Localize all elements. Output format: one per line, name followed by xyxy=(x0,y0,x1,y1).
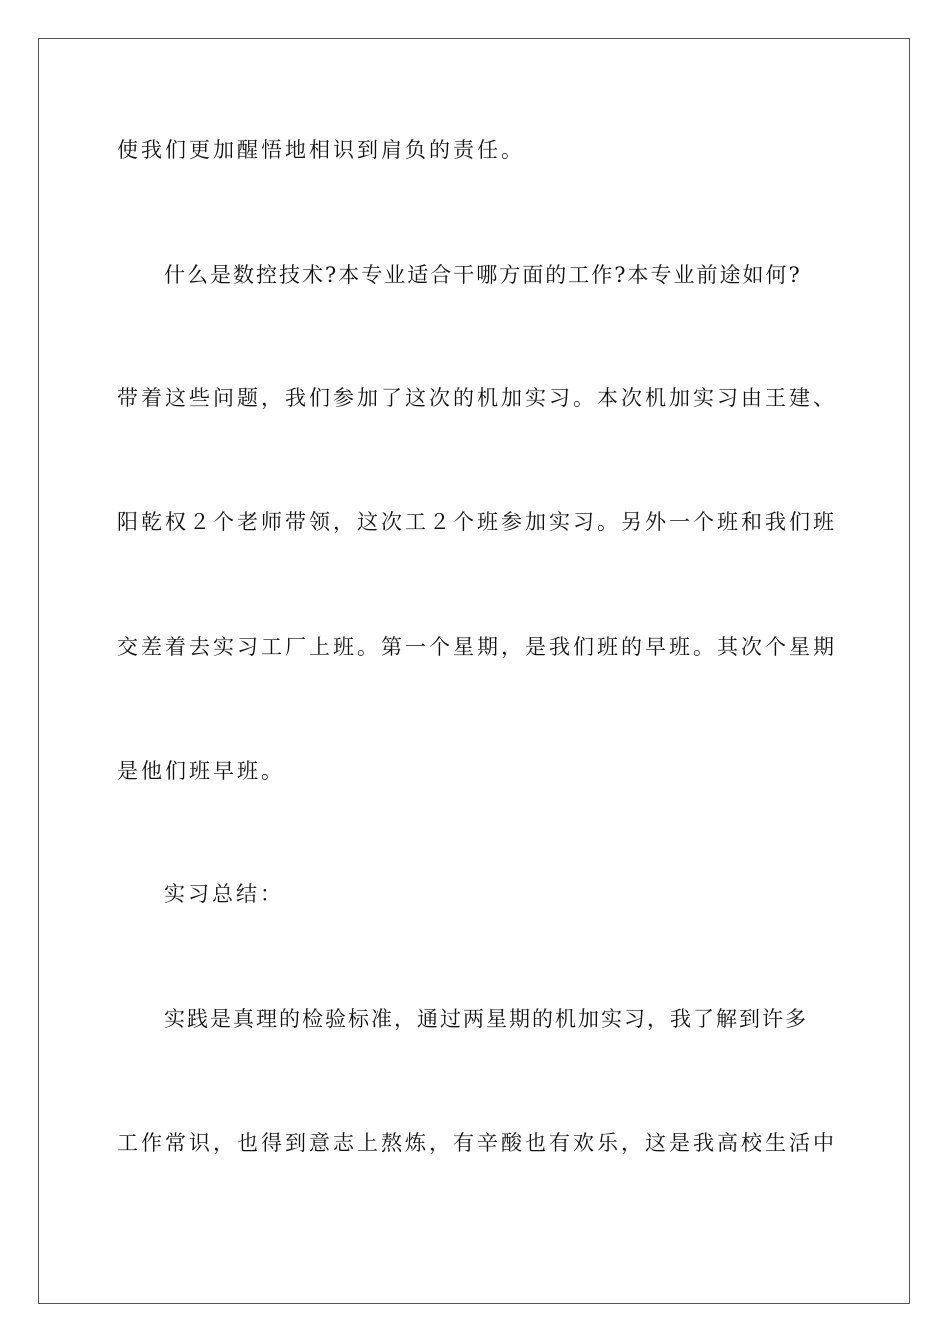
page-border xyxy=(38,38,910,1304)
text-line: 是他们班早班。 xyxy=(117,759,285,783)
text-line: 交差着去实习工厂上班。第一个星期，是我们班的早班。其次个星期 xyxy=(117,635,837,659)
paragraph-start-line: 什么是数控技术?本专业适合干哪方面的工作?本专业前途如何? xyxy=(164,263,802,287)
section-heading: 实习总结： xyxy=(164,882,284,906)
text-line: 使我们更加醒悟地相识到肩负的责任。 xyxy=(117,138,525,162)
text-line: 阳乾权２个老师带领，这次工２个班参加实习。另外一个班和我们班 xyxy=(117,510,837,534)
text-line: 带着这些问题，我们参加了这次的机加实习。本次机加实习由王建、 xyxy=(117,386,837,410)
paragraph-start-line: 实践是真理的检验标准，通过两星期的机加实习，我了解到许多 xyxy=(164,1007,808,1031)
text-line: 工作常识，也得到意志上熬炼，有辛酸也有欢乐，这是我高校生活中 xyxy=(117,1131,837,1155)
